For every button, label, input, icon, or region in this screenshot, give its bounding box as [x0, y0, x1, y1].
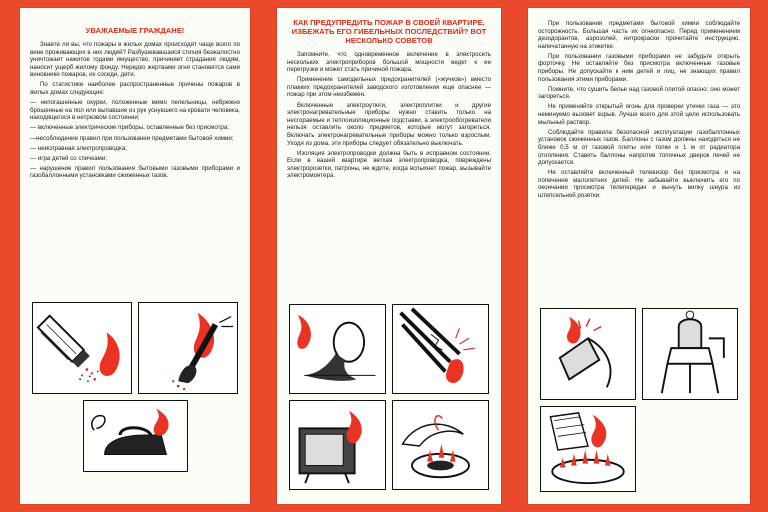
paragraph: При пользовании предметами бытовой химии соблюдайте осторожность. Большая часть их огнеопасно. Перед применением дезодорантов, аэрозолей, нитрокраски прочитайте инструкцию, напечатанную на этикетке.: [538, 20, 740, 50]
paragraph: Знаете ли вы, что пожары в жилых домах происходят чаще всего по вине проживающих в них людей? Разбушевавшаяся стихия безжалостно уничтожает нажитое годами имущество, причиняет страдания людям, наносит ущерб жилому фонду. Нередко жертвами огня становятся сами виновники пожаров, их соседи, дети.: [30, 41, 240, 79]
appliance-spill-fire-illustration: [289, 304, 386, 394]
wiring-sparks-fire-illustration: [392, 304, 489, 394]
panel-3-illustrations: [540, 308, 738, 492]
lamp-fire-illustration: [540, 308, 636, 400]
paragraph: — игра детей со спичками;: [30, 154, 108, 162]
tv-fire-illustration: [289, 400, 386, 490]
leaflet-panel-2: [277, 8, 501, 504]
paragraph: — неисправная электропроводка;: [30, 144, 127, 152]
paragraph: Изоляция электропроводки должна быть в исправном состоянии. Если в вашей квартире ветхая электропроводка, повреждены электророзетки, патроны, не ждите, когда вспыхнет пожар, вызывайте электромонтера.: [287, 149, 491, 180]
paragraph: Включенные электроутюги, электроплитки и другие электронагревательные приборы нужно ставить только на несгораемые и теплоизоляционные подставки, а электрообогреватели нельзя оставлять около предметов, которые могут загореться. Включать электронагревательные приборы можно только взрослым. Уходя из дома, эти приборы следует обязательно выключать.: [287, 101, 491, 147]
paragraph: — включенные электрические приборы, оставленные без присмотра;: [30, 124, 229, 132]
paragraph: Запомните, что одновременное включение в электросеть нескольких электроприборов большой мощности ведет к ее перегрузке и может стать причиной пожара.: [287, 51, 491, 74]
panel-2-text: [287, 51, 491, 180]
match-fire-illustration: [138, 302, 238, 394]
panel-1-text: [30, 41, 240, 180]
paragraph: Соблюдайте правила безопасной эксплуатации газобаллонных установок сжиженных газов. Баллоны с газом должны находиться не ближе 0,5 м от газовой плиты или топки и 1 м от радиатора отопления. Ставить баллоны напротив топочных дверок печей не допускается.: [538, 128, 740, 167]
paragraph: По статистике наиболее распространенные причины пожаров в жилых домах следующие:: [30, 81, 240, 97]
iron-fire-illustration: [83, 400, 188, 472]
panel-1-heading: УВАЖАЕМЫЕ ГРАЖДАНЕ!: [85, 26, 185, 35]
cigarette-fire-illustration: [32, 302, 132, 394]
paragraph: Помните, что сушить белье над газовой плитой опасно: оно может загореться.: [538, 85, 740, 101]
panel-3-text: [538, 20, 740, 200]
paragraph: Применение самодельных предохранителей («жучков») вместо плавких предохранителей заводского изготовления еще опаснее — пожар при этом неизбежен.: [287, 76, 491, 99]
laundry-gas-fire-illustration: [540, 406, 636, 492]
gas-cylinder-stove-illustration: [642, 308, 738, 400]
paragraph: Не оставляйте включенный телевизор без присмотра и на попечение малолетних детей. Не забывайте выключить его по окончании просмотра телепередач и вынуть вилку шнура из штепсельной розетки.: [538, 169, 740, 199]
paragraph: — непогашенные окурки, положенные мимо пепельницы, небрежно брошенные на пол или выпавшие из рук уснувшего на кровати человека, находящегося в нетрезвом состоянии;: [30, 99, 240, 122]
paragraph: —несоблюдение правил при пользовании предметами бытовой химии;: [30, 134, 234, 142]
paragraph: Не применяйте открытый огонь для проверки утечки газа — это неминуемо вызовет взрыв. Лучше всего для этой цели использовать мыльный раствор.: [538, 103, 740, 126]
panel-2-heading: КАК ПРЕДУПРЕДИТЬ ПОЖАР В СВОЕЙ КВАРТИРЕ, ИЗБЕЖАТЬ ЕГО ГИБЕЛЬНЫХ ПОСЛЕДСТВИЙ? ВОТ НЕСКОЛЬКО СОВЕТОВ: [291, 18, 487, 45]
leaflet-panel-1: [20, 8, 250, 504]
electric-stove-fire-illustration: [392, 400, 489, 490]
paragraph: — нарушение правил пользования бытовыми газовыми приборами и газобаллонными установками сжиженных газов.: [30, 164, 240, 180]
panel-1-illustrations: [32, 302, 238, 472]
leaflet-panel-3: [528, 8, 750, 504]
panel-2-illustrations: [289, 304, 489, 490]
paragraph: При пользовании газовыми приборами не забудьте открыть форточку. Не оставляйте без присмотра включенные газовые приборы. Не допускайте к ним детей и лиц, не знающих правил пользования этими приборами.: [538, 52, 740, 83]
